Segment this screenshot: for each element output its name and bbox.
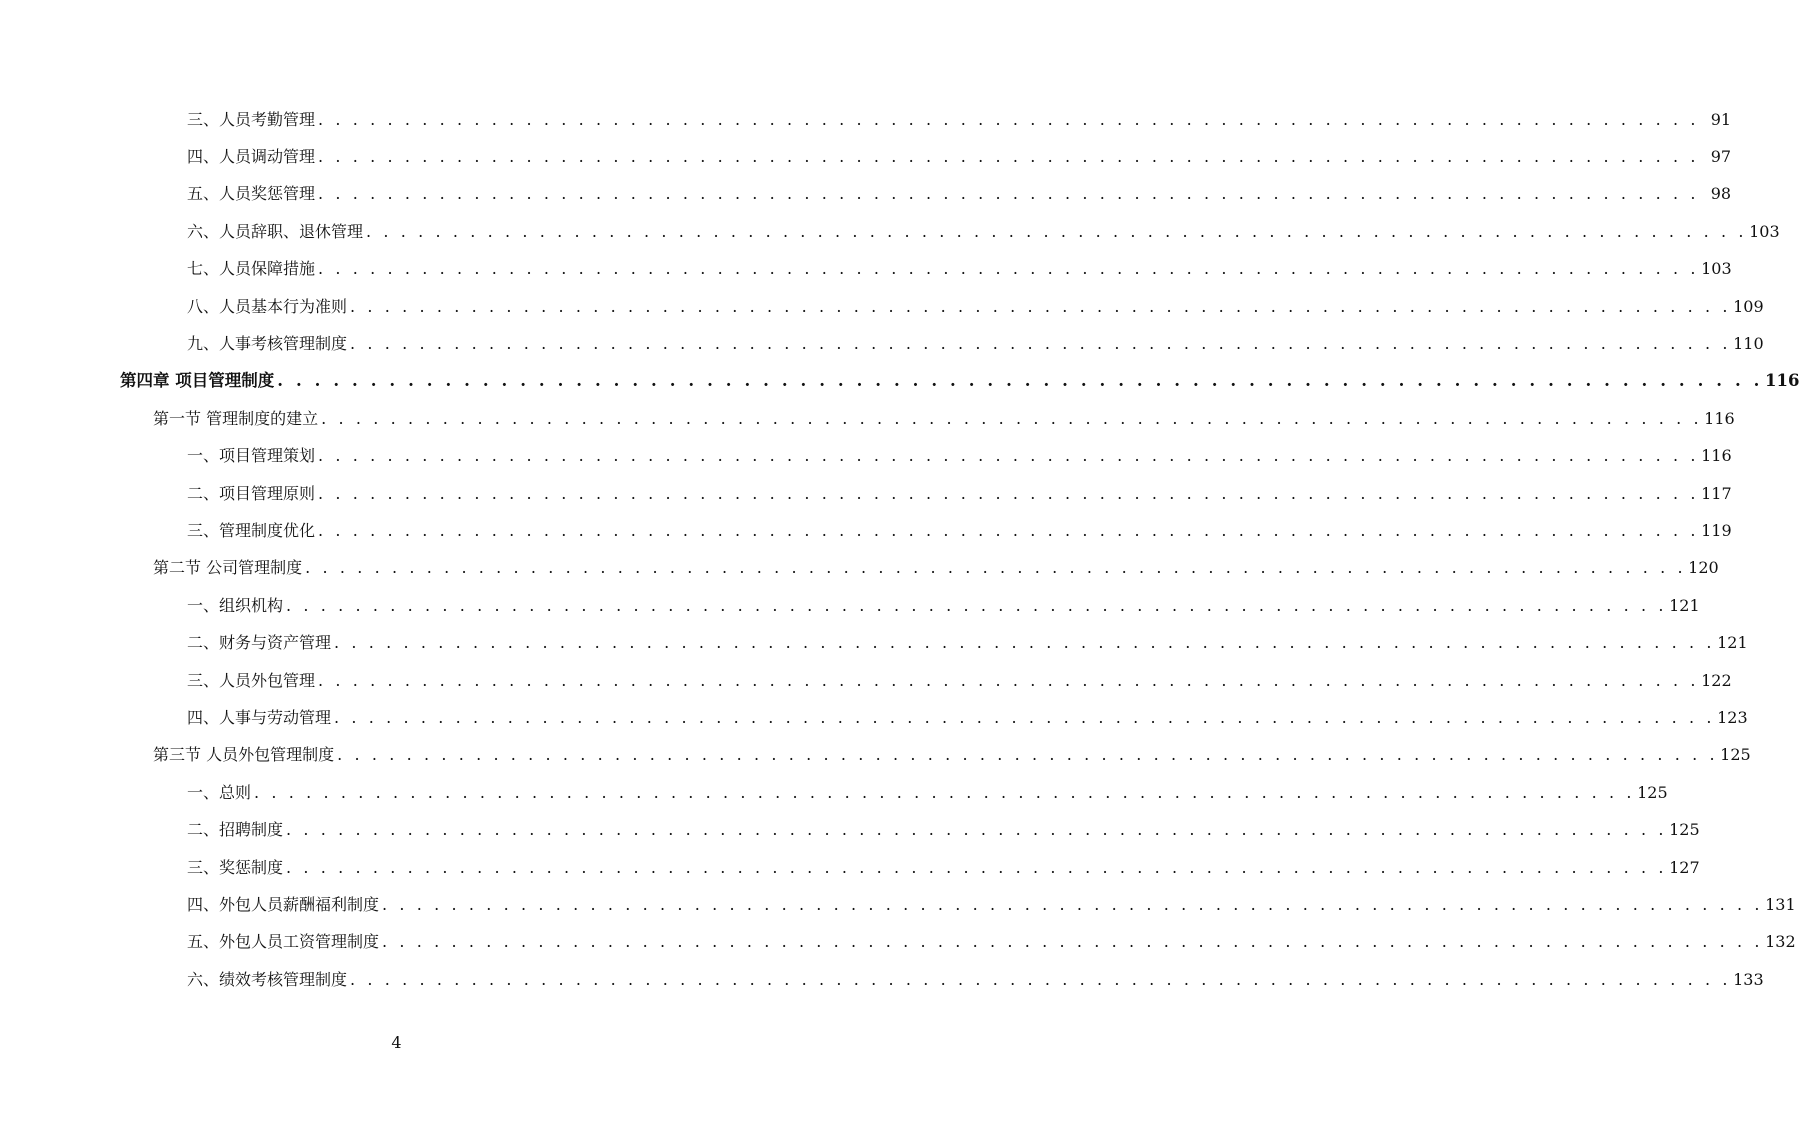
toc-page-number: 98 xyxy=(1710,184,1732,204)
toc-entry-label: 一、项目管理策划 xyxy=(187,446,316,466)
toc-section-entry[interactable] xyxy=(0,550,1719,587)
toc-entry-label: 五、人员奖惩管理 xyxy=(187,184,316,204)
toc-entry-label: 第一节 管理制度的建立 xyxy=(153,408,319,428)
toc-entry-label: 四、人事与劳动管理 xyxy=(187,707,332,727)
toc-dot-leader: . . . . . . . . . . . . . . . . . . . . . . . . . . . . . . . . . . . . . . . . . . . . . . . . . . . . . . . . . . . . . . . . . . . . . . . . . . . . . . . . xyxy=(305,558,1687,578)
toc-item-entry[interactable] xyxy=(0,138,1732,175)
toc-entry-label: 四、外包人员薪酬福利制度 xyxy=(187,894,380,914)
toc-page-number: 109 xyxy=(1733,296,1764,316)
toc-entry-label: 第三节 人员外包管理制度 xyxy=(153,745,335,765)
toc-entry-label: 三、奖惩制度 xyxy=(187,857,284,877)
toc-dot-leader: . . . . . . . . . . . . . . . . . . . . . . . . . . . . . . . . . . . . . . . . . . . . . . . . . . . . . . . . . . . . . . . . . . . . . . . . . . . . . . . . xyxy=(350,969,1732,989)
toc-dot-leader: . . . . . . . . . . . . . . . . . . . . . . . . . . . . . . . . . . . . . . . . . . . . . . . . . . . . . . . . . . . . . . . . . . . . . . . . . . . . . . . . xyxy=(277,371,1764,391)
toc-dot-leader: . . . . . . . . . . . . . . . . . . . . . . . . . . . . . . . . . . . . . . . . . . . . . . . . . . . . . . . . . . . . . . . . . . . . . . . . . . . . . . . . xyxy=(334,707,1716,727)
toc-item-entry[interactable] xyxy=(0,924,1796,961)
toc-item-entry[interactable] xyxy=(0,176,1732,213)
table-of-contents xyxy=(0,101,1799,998)
toc-page-number: 121 xyxy=(1669,595,1700,615)
toc-item-entry[interactable] xyxy=(0,699,1748,736)
toc-entry-label: 三、管理制度优化 xyxy=(187,520,316,540)
toc-page-number: 125 xyxy=(1720,745,1751,765)
toc-dot-leader: . . . . . . . . . . . . . . . . . . . . . . . . . . . . . . . . . . . . . . . . . . . . . . . . . . . . . . . . . . . . . . . . . . . . . . . . . . . . . . . . xyxy=(318,184,1700,204)
toc-entry-label: 三、人员考勤管理 xyxy=(187,109,316,129)
toc-dot-leader: . . . . . . . . . . . . . . . . . . . . . . . . . . . . . . . . . . . . . . . . . . . . . . . . . . . . . . . . . . . . . . . . . . . . . . . . . . . . . . . . xyxy=(318,147,1700,167)
toc-page-number: 103 xyxy=(1701,259,1732,279)
toc-item-entry[interactable] xyxy=(0,213,1780,250)
toc-entry-label: 五、外包人员工资管理制度 xyxy=(187,932,380,952)
toc-page-number: 116 xyxy=(1704,408,1735,428)
toc-item-entry[interactable] xyxy=(0,774,1668,811)
toc-page-number: 131 xyxy=(1765,894,1796,914)
toc-dot-leader: . . . . . . . . . . . . . . . . . . . . . . . . . . . . . . . . . . . . . . . . . . . . . . . . . . . . . . . . . . . . . . . . . . . . . . . . . . . . . . . . xyxy=(350,334,1732,354)
toc-item-entry[interactable] xyxy=(0,475,1732,512)
toc-dot-leader: . . . . . . . . . . . . . . . . . . . . . . . . . . . . . . . . . . . . . . . . . . . . . . . . . . . . . . . . . . . . . . . . . . . . . . . . . . . . . . . . xyxy=(318,520,1700,540)
toc-dot-leader: . . . . . . . . . . . . . . . . . . . . . . . . . . . . . . . . . . . . . . . . . . . . . . . . . . . . . . . . . . . . . . . . . . . . . . . . . . . . . . . . xyxy=(321,408,1703,428)
toc-dot-leader: . . . . . . . . . . . . . . . . . . . . . . . . . . . . . . . . . . . . . . . . . . . . . . . . . . . . . . . . . . . . . . . . . . . . . . . . . . . . . . . . xyxy=(318,259,1700,279)
toc-dot-leader: . . . . . . . . . . . . . . . . . . . . . . . . . . . . . . . . . . . . . . . . . . . . . . . . . . . . . . . . . . . . . . . . . . . . . . . . . . . . . . . . xyxy=(382,894,1764,914)
toc-page-number: 133 xyxy=(1733,969,1764,989)
toc-entry-label: 二、招聘制度 xyxy=(187,820,284,840)
toc-item-entry[interactable] xyxy=(0,325,1764,362)
toc-section-entry[interactable] xyxy=(0,737,1751,774)
toc-entry-label: 三、人员外包管理 xyxy=(187,670,316,690)
toc-page-number: 122 xyxy=(1701,670,1732,690)
toc-page-number: 119 xyxy=(1701,520,1732,540)
toc-page-number: 120 xyxy=(1688,558,1719,578)
toc-dot-leader: . . . . . . . . . . . . . . . . . . . . . . . . . . . . . . . . . . . . . . . . . . . . . . . . . . . . . . . . . . . . . . . . . . . . . . . . . . . . . . . . xyxy=(334,633,1716,653)
toc-page-number: 125 xyxy=(1637,782,1668,802)
toc-dot-leader: . . . . . . . . . . . . . . . . . . . . . . . . . . . . . . . . . . . . . . . . . . . . . . . . . . . . . . . . . . . . . . . . . . . . . . . . . . . . . . . . xyxy=(254,782,1636,802)
toc-page-number: 117 xyxy=(1701,483,1732,503)
toc-item-entry[interactable] xyxy=(0,101,1732,138)
toc-item-entry[interactable] xyxy=(0,662,1732,699)
toc-entry-label: 二、项目管理原则 xyxy=(187,483,316,503)
toc-page-number: 132 xyxy=(1765,932,1796,952)
toc-dot-leader: . . . . . . . . . . . . . . . . . . . . . . . . . . . . . . . . . . . . . . . . . . . . . . . . . . . . . . . . . . . . . . . . . . . . . . . . . . . . . . . . xyxy=(318,109,1700,129)
toc-dot-leader: . . . . . . . . . . . . . . . . . . . . . . . . . . . . . . . . . . . . . . . . . . . . . . . . . . . . . . . . . . . . . . . . . . . . . . . . . . . . . . . . xyxy=(382,932,1764,952)
toc-page-number: 116 xyxy=(1701,446,1732,466)
toc-item-entry[interactable] xyxy=(0,624,1748,661)
toc-dot-leader: . . . . . . . . . . . . . . . . . . . . . . . . . . . . . . . . . . . . . . . . . . . . . . . . . . . . . . . . . . . . . . . . . . . . . . . . . . . . . . . . xyxy=(286,857,1668,877)
toc-dot-leader: . . . . . . . . . . . . . . . . . . . . . . . . . . . . . . . . . . . . . . . . . . . . . . . . . . . . . . . . . . . . . . . . . . . . . . . . . . . . . . . . xyxy=(337,745,1719,765)
toc-section-entry[interactable] xyxy=(0,400,1735,437)
toc-entry-label: 第四章 项目管理制度 xyxy=(120,371,275,391)
toc-page-number: 103 xyxy=(1749,221,1780,241)
toc-dot-leader: . . . . . . . . . . . . . . . . . . . . . . . . . . . . . . . . . . . . . . . . . . . . . . . . . . . . . . . . . . . . . . . . . . . . . . . . . . . . . . . . xyxy=(318,483,1700,503)
toc-entry-label: 第二节 公司管理制度 xyxy=(153,558,303,578)
toc-item-entry[interactable] xyxy=(0,288,1764,325)
toc-item-entry[interactable] xyxy=(0,961,1764,998)
toc-dot-leader: . . . . . . . . . . . . . . . . . . . . . . . . . . . . . . . . . . . . . . . . . . . . . . . . . . . . . . . . . . . . . . . . . . . . . . . . . . . . . . . . xyxy=(366,221,1748,241)
toc-dot-leader: . . . . . . . . . . . . . . . . . . . . . . . . . . . . . . . . . . . . . . . . . . . . . . . . . . . . . . . . . . . . . . . . . . . . . . . . . . . . . . . . xyxy=(286,595,1668,615)
toc-page-number: 123 xyxy=(1717,707,1748,727)
toc-page-number: 127 xyxy=(1669,857,1700,877)
toc-entry-label: 七、人员保障措施 xyxy=(187,259,316,279)
toc-page-number: 91 xyxy=(1710,109,1732,129)
toc-entry-label: 六、人员辞职、退休管理 xyxy=(187,221,364,241)
toc-entry-label: 二、财务与资产管理 xyxy=(187,633,332,653)
toc-dot-leader: . . . . . . . . . . . . . . . . . . . . . . . . . . . . . . . . . . . . . . . . . . . . . . . . . . . . . . . . . . . . . . . . . . . . . . . . . . . . . . . . xyxy=(318,446,1700,466)
toc-page-number: 97 xyxy=(1710,147,1732,167)
toc-entry-label: 一、组织机构 xyxy=(187,595,284,615)
toc-item-entry[interactable] xyxy=(0,811,1700,848)
toc-chapter-entry[interactable] xyxy=(0,363,1799,400)
toc-item-entry[interactable] xyxy=(0,849,1700,886)
toc-page-number: 125 xyxy=(1669,820,1700,840)
toc-page-number: 110 xyxy=(1733,334,1764,354)
page-number: 4 xyxy=(391,1033,402,1052)
toc-entry-label: 一、总则 xyxy=(187,782,252,802)
toc-entry-label: 四、人员调动管理 xyxy=(187,147,316,167)
toc-page-number: 121 xyxy=(1717,633,1748,653)
toc-entry-label: 八、人员基本行为准则 xyxy=(187,296,348,316)
toc-dot-leader: . . . . . . . . . . . . . . . . . . . . . . . . . . . . . . . . . . . . . . . . . . . . . . . . . . . . . . . . . . . . . . . . . . . . . . . . . . . . . . . . xyxy=(318,670,1700,690)
toc-item-entry[interactable] xyxy=(0,251,1732,288)
toc-entry-label: 六、绩效考核管理制度 xyxy=(187,969,348,989)
toc-item-entry[interactable] xyxy=(0,438,1732,475)
toc-page-number: 116 xyxy=(1765,371,1799,391)
toc-item-entry[interactable] xyxy=(0,886,1796,923)
toc-item-entry[interactable] xyxy=(0,587,1700,624)
toc-item-entry[interactable] xyxy=(0,512,1732,549)
toc-dot-leader: . . . . . . . . . . . . . . . . . . . . . . . . . . . . . . . . . . . . . . . . . . . . . . . . . . . . . . . . . . . . . . . . . . . . . . . . . . . . . . . . xyxy=(286,820,1668,840)
toc-dot-leader: . . . . . . . . . . . . . . . . . . . . . . . . . . . . . . . . . . . . . . . . . . . . . . . . . . . . . . . . . . . . . . . . . . . . . . . . . . . . . . . . xyxy=(350,296,1732,316)
toc-entry-label: 九、人事考核管理制度 xyxy=(187,334,348,354)
